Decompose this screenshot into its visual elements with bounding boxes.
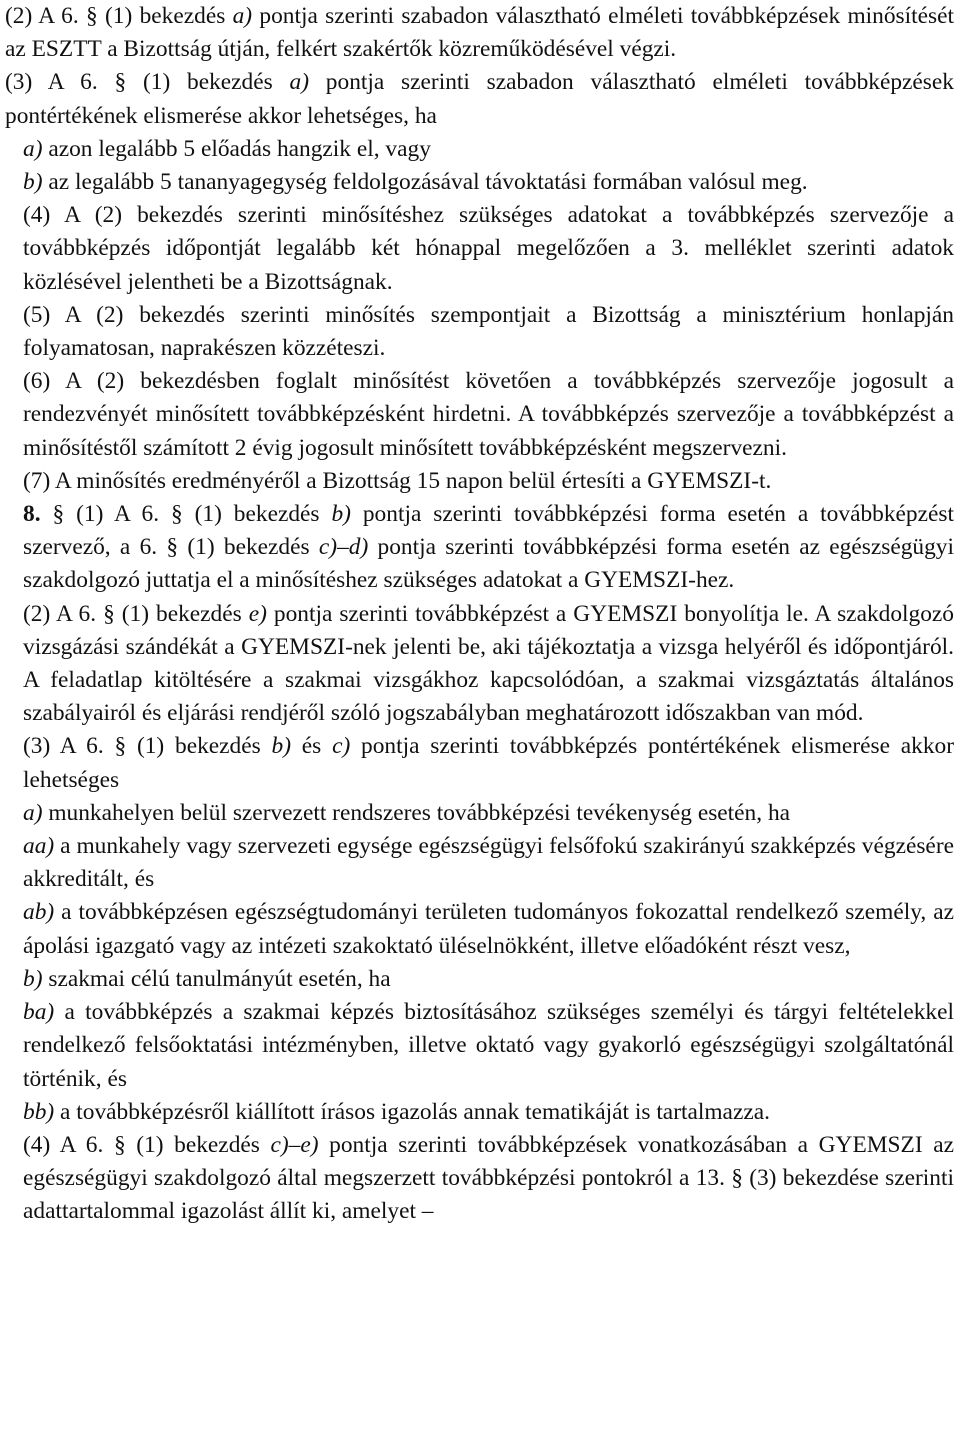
paragraph-p-8-3	[5, 730, 954, 796]
paragraph-p-8-3-ab	[5, 896, 954, 962]
text-run: (4) A 6. § (1) bekezdés	[23, 1131, 271, 1158]
point-label: c)–e)	[270, 1131, 319, 1158]
point-label: bb)	[23, 1098, 55, 1125]
paragraph-p-8-3-b	[5, 963, 954, 996]
text-run: pontja szerinti szabadon választható elméleti továbbképzések minősítését az ESZTT a Bizottság útján, felkért szakértők közreműködésével végzi.	[5, 3, 955, 63]
point-label: b)	[23, 169, 43, 196]
point-label: e)	[248, 600, 267, 627]
paragraph-p-8-3-ba	[5, 996, 954, 1096]
paragraph-p-6-6	[5, 365, 954, 465]
text-run: azon legalább 5 előadás hangzik el, vagy	[42, 135, 431, 162]
text-run: pontja szerinti továbbképzési forma esetén a továbbképzést szervező, a 6. § (1) bekezdés	[23, 501, 954, 561]
text-run: szakmai célú tanulmányút esetén, ha	[42, 965, 391, 992]
text-run: (3) A 6. § (1) bekezdés	[23, 733, 272, 760]
section-number: 8.	[23, 501, 41, 528]
paragraph-p-6-2	[5, 0, 954, 66]
paragraph-p-8-1	[5, 498, 954, 598]
point-label: b)	[23, 965, 43, 992]
point-label: a)	[232, 3, 253, 29]
text-run: (4) A (2) bekezdés szerinti minősítéshez szükséges adatokat a továbbképzés szervezője a továbbképzés időpontját legalább két hónappal megelőzően a 3. melléklet szerinti adatok közlésével jelentheti be a Bizottságnak.	[23, 202, 954, 295]
paragraph-p-6-3-a	[5, 133, 954, 166]
paragraph-p-6-3	[5, 66, 954, 132]
point-label: a)	[289, 69, 310, 96]
point-label: c)	[332, 733, 351, 760]
text-run: pontja szerinti továbbképzések vonatkozásában a GYEMSZI az egészségügyi szakdolgozó által megszerzett továbbképzési pontokról a 13. § (3) bekezdése szerinti adattartalommal igazolást állít ki, amelyet –	[23, 1131, 954, 1225]
point-label: b)	[271, 733, 292, 760]
text-run: (5) A (2) bekezdés szerinti minősítés szempontjait a Bizottság a minisztérium honlapján folyamatosan, naprakészen közzéteszi.	[23, 301, 954, 362]
text-run: a munkahely vagy szervezeti egysége egészségügyi felsőfokú szakirányú szakképzés végzésére akkreditált, és	[23, 833, 954, 893]
text-run: a továbbképzésen egészségtudományi területen tudományos fokozattal rendelkező személy, az ápolási igazgató vagy az intézeti szakoktató üléselnökként, illetve előadóként részt vesz,	[23, 899, 954, 959]
point-label: c)–d)	[318, 534, 369, 561]
text-run: (2) A 6. § (1) bekezdés	[5, 3, 233, 29]
text-run: pontja szerinti továbbképzési forma esetén az egészségügyi szakdolgozó juttatja el a minősítéshez szükséges adatokat a GYEMSZI-hez.	[23, 534, 955, 594]
paragraph-p-8-3-bb	[5, 1096, 954, 1129]
paragraph-p-6-5	[5, 299, 954, 365]
text-run: § (1) A 6. § (1) bekezdés	[40, 501, 332, 528]
text-run: a továbbképzésről kiállított írásos igazolás annak tematikáját is tartalmazza.	[54, 1098, 770, 1125]
paragraph-p-8-4	[5, 1129, 954, 1229]
paragraph-p-6-4	[5, 199, 954, 299]
text-run: és	[291, 733, 333, 760]
point-label: aa)	[23, 833, 55, 860]
point-label: a)	[23, 135, 43, 162]
text-run: (2) A 6. § (1) bekezdés	[23, 600, 249, 627]
paragraph-p-8-3-aa	[5, 830, 954, 896]
paragraph-p-6-7	[5, 465, 954, 498]
text-run: pontja szerinti szabadon választható elméleti továbbképzések pontértékének elismerése akkor lehetséges, ha	[5, 69, 954, 129]
text-run: pontja szerinti továbbképzést a GYEMSZI bonyolítja le. A szakdolgozó vizsgázási szándékát a GYEMSZI-nek jelenti be, aki tájékoztatja a vizsga helyéről és időpontjáról. A feladatlap kitöltésére a szakmai vizsgákhoz kapcsolódóan, a szakmai vizsgáztatás általános szabályairól és eljárási rendjéről szóló jogszabályban meghatározott időszakban van mód.	[23, 600, 954, 727]
text-run: (6) A (2) bekezdésben foglalt minősítést követően a továbbképzés szervezője jogosult a rendezvényét minősített továbbképzésként hirdetni. A továbbképzés szervezője a továbbképzést a minősítéstől számított 2 évig jogosult minősített továbbképzésként megszervezni.	[23, 368, 954, 461]
paragraph-p-8-3-a	[5, 797, 954, 830]
text-run: (3) A 6. § (1) bekezdés	[5, 69, 290, 96]
text-run: az legalább 5 tananyagegység feldolgozásával távoktatási formában valósul meg.	[42, 169, 808, 196]
text-run: munkahelyen belül szervezett rendszeres továbbképzési tevékenység esetén, ha	[42, 799, 791, 826]
paragraph-p-8-2	[5, 598, 954, 731]
text-run: (7) A minősítés eredményéről a Bizottság 15 napon belül értesíti a GYEMSZI-t.	[23, 467, 772, 494]
paragraph-p-6-3-b	[5, 166, 954, 199]
text-run: pontja szerinti továbbképzés pontértékének elismerése akkor lehetséges	[23, 733, 955, 793]
point-label: ba)	[23, 999, 55, 1026]
point-label: a)	[23, 799, 43, 826]
text-run: a továbbképzés a szakmai képzés biztosításához szükséges személyi és tárgyi feltételekkel rendelkező felsőoktatási intézményben, illetve oktató vagy gyakorló egészségügyi szolgáltatónál történik, és	[23, 999, 954, 1092]
point-label: b)	[331, 501, 351, 528]
document-body	[5, 0, 954, 1229]
point-label: ab)	[23, 899, 55, 926]
